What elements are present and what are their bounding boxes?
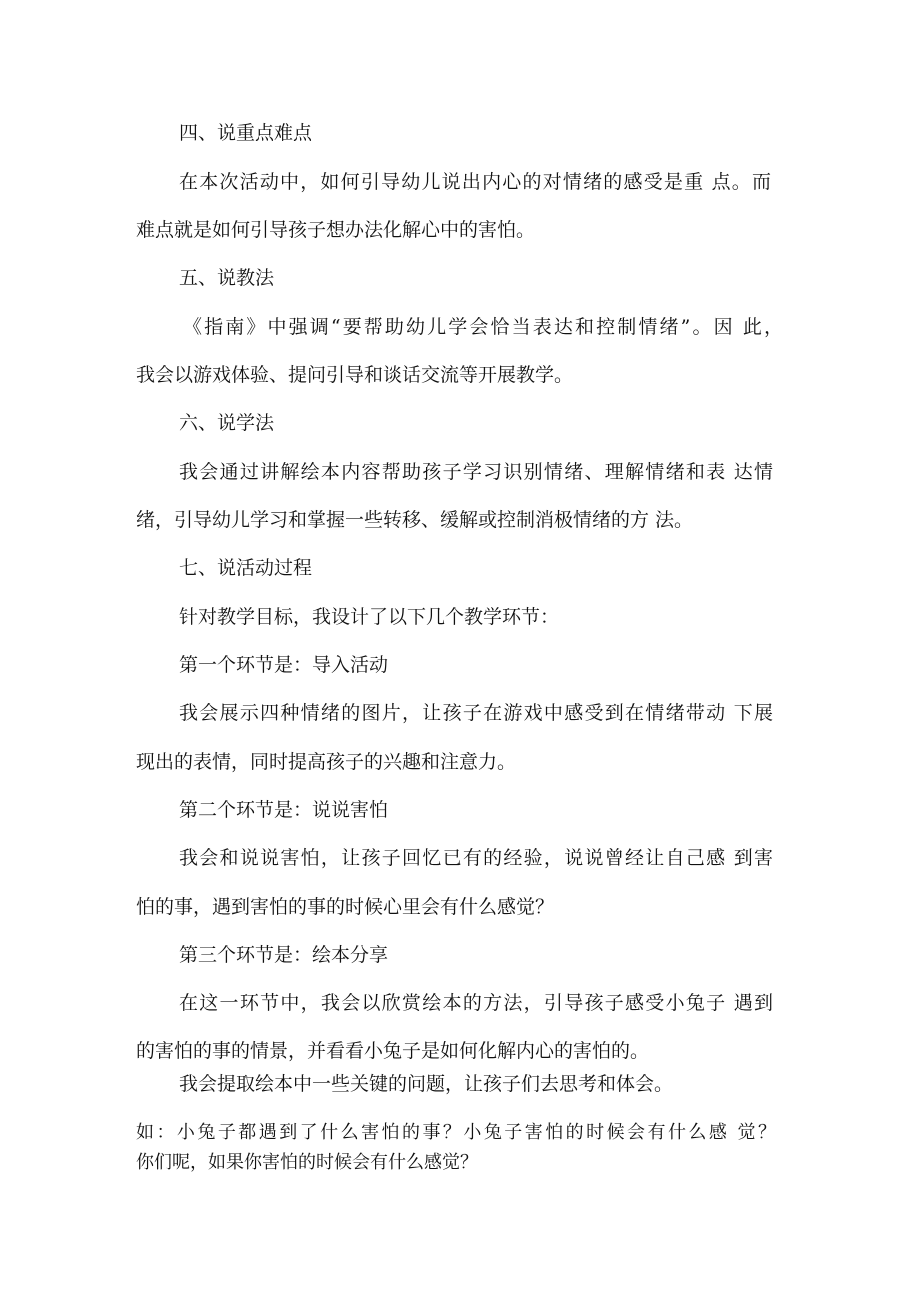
- paragraph-key-points-line-1: 在本次活动中，如何引导幼儿说出内心的对情绪的感受是重 点。而: [179, 171, 771, 193]
- paragraph-teaching-method-line-2: 我会以游戏体验、提问引导和谈话交流等开展教学。: [136, 364, 574, 386]
- paragraph-activity-intro: 针对教学目标，我设计了以下几个教学环节：: [179, 606, 560, 628]
- step-2-title: 第二个环节是：说说害怕: [179, 799, 389, 821]
- step-1-line-2: 现出的表情，同时提高孩子的兴趣和注意力。: [136, 751, 517, 773]
- question-line-2: 你们呢，如果你害怕的时候会有什么感觉？: [136, 1152, 478, 1173]
- step-3-line-2: 的害怕的事的情景，并看看小兔子是如何化解内心的害怕的。: [136, 1040, 650, 1062]
- paragraph-learning-method-line-1: 我会通过讲解绘本内容帮助孩子学习识别情绪、理解情绪和表 达情: [179, 461, 773, 483]
- paragraph-key-points-line-2: 难点就是如何引导孩子想办法化解心中的害怕。: [136, 219, 536, 241]
- step-3-line-3: 我会提取绘本中一些关键的问题，让孩子们去思考和体会。: [179, 1073, 674, 1095]
- heading-learning-method: 六、说学法: [179, 412, 275, 434]
- step-2-line-2: 怕的事，遇到害怕的事的时候心里会有什么感觉？: [136, 896, 555, 918]
- step-1-line-1: 我会展示四种情绪的图片，让孩子在游戏中感受到在情绪带动 下展: [179, 702, 773, 724]
- paragraph-teaching-method-line-1: 《指南》中强调“要帮助幼儿学会恰当表达和控制情绪”。因 此，: [183, 316, 783, 338]
- heading-teaching-method: 五、说教法: [179, 267, 275, 289]
- step-3-title: 第三个环节是：绘本分享: [179, 944, 389, 966]
- question-line-1: 如：小兔子都遇到了什么害怕的事？小兔子害怕的时候会有什么感 觉？: [136, 1122, 776, 1143]
- heading-key-points: 四、说重点难点: [179, 122, 313, 144]
- step-2-line-1: 我会和说说害怕，让孩子回忆已有的经验，说说曾经让自己感 到害: [179, 847, 773, 869]
- step-3-line-1: 在这一环节中，我会以欣赏绘本的方法，引导孩子感受小兔子 遇到: [179, 992, 773, 1014]
- heading-activity-process: 七、说活动过程: [179, 557, 313, 579]
- step-1-title: 第一个环节是：导入活动: [179, 654, 389, 676]
- paragraph-learning-method-line-2: 绪，引导幼儿学习和掌握一些转移、缓解或控制消极情绪的方 法。: [136, 509, 694, 531]
